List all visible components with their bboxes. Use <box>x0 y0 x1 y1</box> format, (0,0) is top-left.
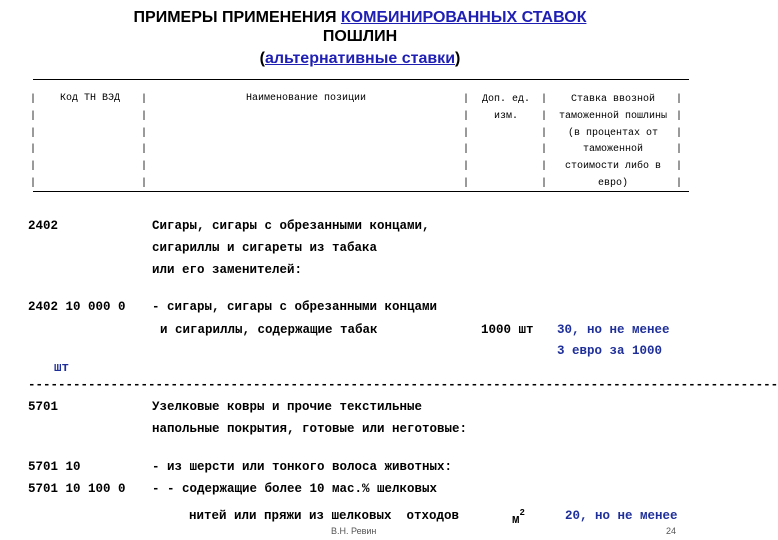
row-code-2402: 2402 <box>28 219 59 233</box>
row-5701101000-desc-2: нитей или пряжи из шелковых отходов <box>189 509 460 523</box>
row-code-5701: 5701 <box>28 400 59 414</box>
row-2402-desc-1: Сигары, сигары с обрезанными концами, <box>152 219 430 233</box>
row-2402100000-rate-2: 3 евро за 1000 <box>557 344 663 358</box>
row-2402100000-desc-1: - сигары, сигары с обрезанными концами <box>152 300 438 314</box>
row-2402100000-desc-2: и сигариллы, содержащие табак <box>160 323 378 337</box>
header-col-code: Код ТН ВЭД <box>59 93 120 104</box>
row-code-570110: 5701 10 <box>28 460 81 474</box>
header-col-name: Наименование позиции <box>245 93 367 104</box>
slide-subtitle: (альтернативные ставки) <box>259 50 461 67</box>
header-top-rule <box>33 79 689 80</box>
title-link-combined-rates[interactable]: КОМБИНИРОВАННЫХ СТАВОК <box>340 9 587 26</box>
row-2402100000-rate-1: 30, но не менее <box>557 323 670 337</box>
row-2402100000-unit: 1000 шт <box>481 323 534 337</box>
row-code-2402100000: 2402 10 000 0 <box>28 300 126 314</box>
header-col-rate: Ставка ввозной таможенной пошлины (в процентах от таможенной стоимости либо в евро) <box>558 94 668 189</box>
slide-title-line1 <box>0 8 720 27</box>
row-5701101000-desc-1: - - содержащие более 10 мас.% шелковых <box>152 482 438 496</box>
row-2402100000-rate-3: шт <box>54 361 70 375</box>
subtitle-link-alternative-rates[interactable]: альтернативные ставки <box>264 50 456 67</box>
footer-page-number: 24 <box>666 526 677 536</box>
title-prefix: ПРИМЕРЫ ПРИМЕНЕНИЯ <box>133 9 341 26</box>
row-5701-desc-2: напольные покрытия, готовые или неготовые: <box>152 422 468 436</box>
row-2402-desc-2: сигариллы и сигареты из табака <box>152 241 378 255</box>
section-divider: ---------------------------------------------------------------------------------------------------- <box>28 378 778 392</box>
footer-author: В.Н. Ревин <box>331 526 377 536</box>
slide-title-line2: ПОШЛИН <box>322 28 398 45</box>
row-code-5701101000: 5701 10 100 0 <box>28 482 126 496</box>
row-570110-desc-1: - из шерсти или тонкого волоса животных: <box>152 460 453 474</box>
row-5701101000-rate: 20, но не менее <box>565 509 678 523</box>
header-col-unit: Доп. ед. изм. <box>481 94 530 122</box>
row-2402-desc-3: или его заменителей: <box>152 263 303 277</box>
row-5701101000-unit: $м^2$ <box>512 508 525 528</box>
row-5701-desc-1: Узелковые ковры и прочие текстильные <box>152 400 423 414</box>
